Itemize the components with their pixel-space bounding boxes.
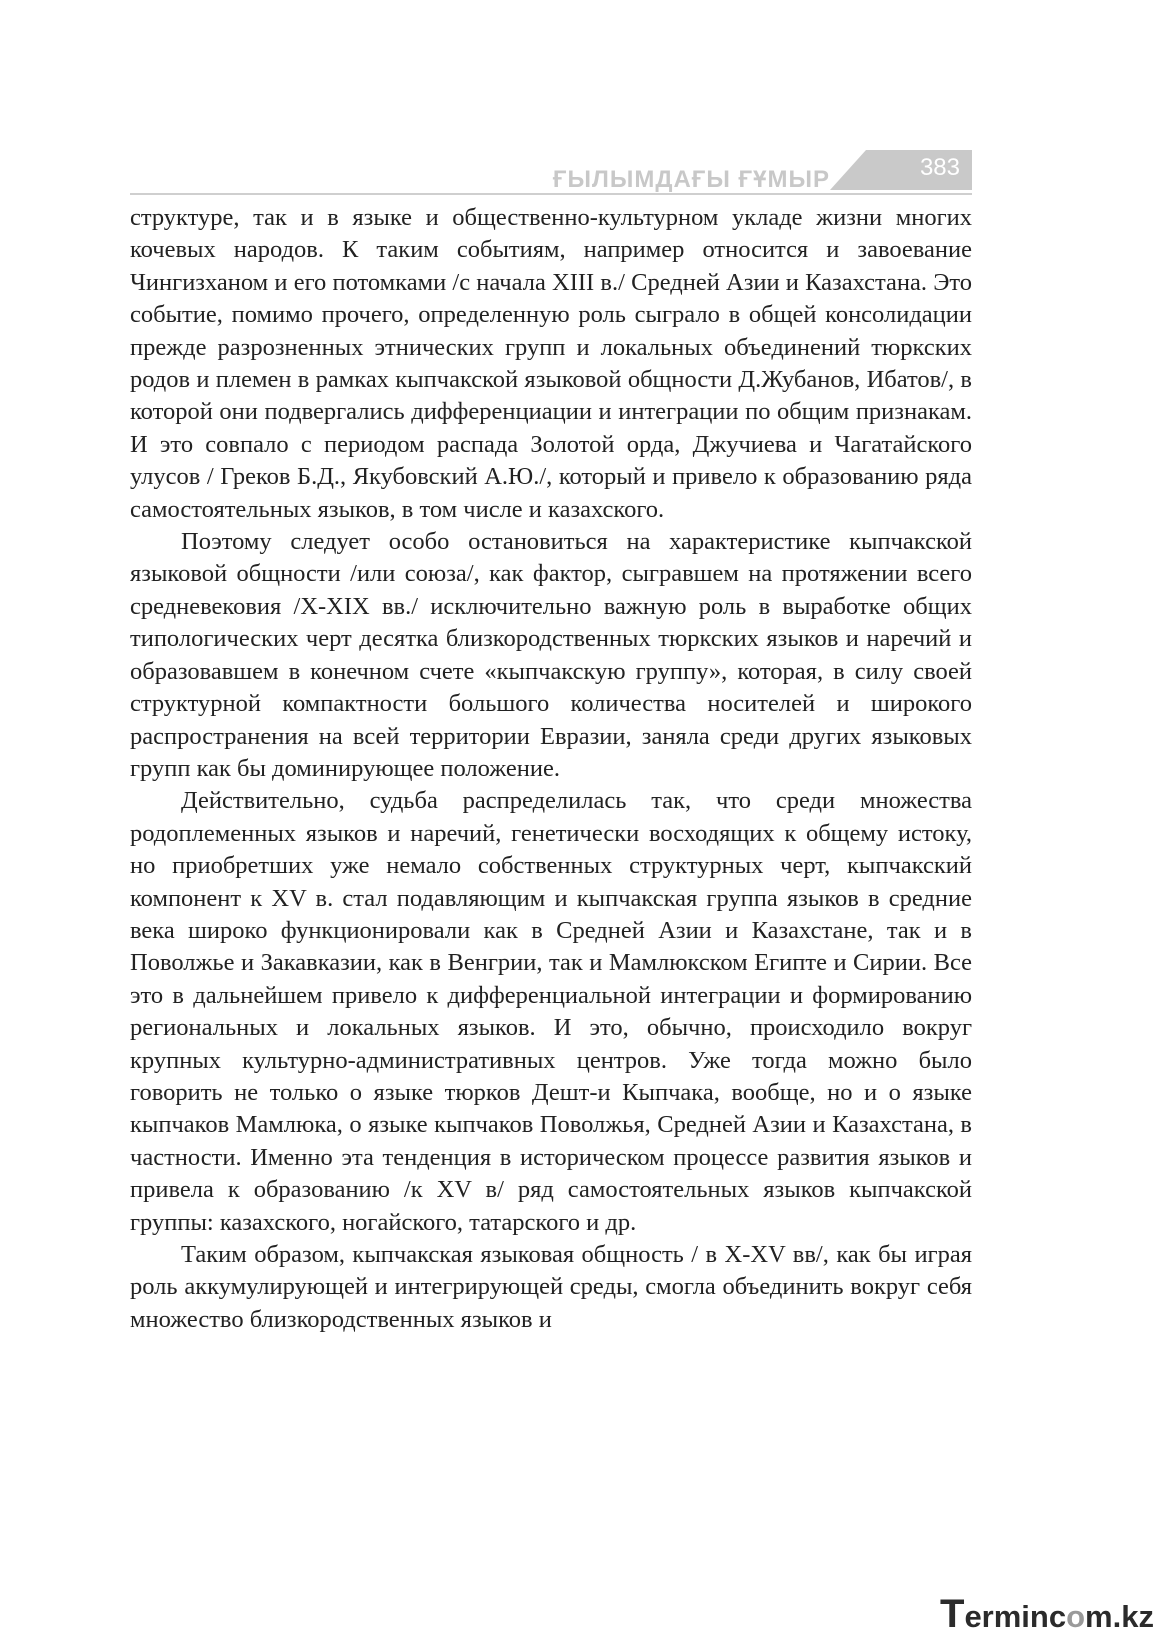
paragraph-3: Действительно, судьба распределилась так, что среди множества родоплеменных языков и наречий, генетически восходящих к общему истоку, но приобретших уже немало собственных структурных черт, кыпчакский компонент к XV в. стал подавляющим и кыпчакская группа языков в средние века широко функционировали как в Средней Азии и Казахстане, так и в Поволжье и Закавказии, как в Венгрии, так и Мамлюкском Египте и Сирии. Все это в дальнейшем привело к дифференциальной интеграции и формированию региональных и локальных языков. И это, обычно, происходило вокруг крупных культурно-административных центров. Уже тогда можно было говорить не только о языке тюрков Дешт-и Кыпчака, вообще, но и о языке кыпчаков Мамлюка, о языке кыпчаков Поволжья, Средней Азии и Казахстана, в частности. Именно эта тенденция в историческом процессе развития языков и привела к образованию /к XV в/ ряд самостоятельных языков кыпчакской группы: казахского, ногайского, татарского и др. bbox=[130, 787, 972, 1236]
header-rule bbox=[130, 193, 972, 195]
paragraph-1: структуре, так и в языке и общественно-культурном укладе жизни многих кочевых народов. К таким событиям, например относится и завоевание Чингизханом и его потомками /с начала XIII в./ Средней Азии и Казахстана. Это событие, помимо прочего, определенную роль сыграло в общей консолидации прежде разрозненных этнических групп и локальных объединений тюркских родов и племен в рамках кыпчакской языковой общности Д.Жубанов, Ибатов/, в которой они подвергались дифференциации и интеграции по общим признакам. И это совпало с периодом распада Золотой орда, Джучиева и Чагатайского улусов / Греков Б.Д., Якубовский А.Ю./, который и привело к образованию ряда самостоятельных языков, в том числе и казахского. bbox=[130, 204, 972, 523]
paragraph-2: Поэтому следует особо остановиться на характеристике кыпчакской языковой общности /или союза/, как фактор, сыгравшем на протяжении всего средневековия /X-XIX вв./ исключительно важную роль в выработке общих типологических черт десятка близкородственных тюркских языков и наречий и образовавшем в конечном счете «кыпчакскую группу», которая, в силу своей структурной компактности большого количества носителей и широкого распространения на всей территории Евразии, заняла среди других языковых групп как бы доминирующее положение. bbox=[130, 528, 972, 782]
termincom-watermark bbox=[940, 1592, 1154, 1636]
running-header-title: ҒЫЛЫМДАҒЫ ҒҰМЫР bbox=[552, 166, 830, 193]
watermark-domain: m.kz bbox=[1085, 1599, 1154, 1634]
page-number: 383 bbox=[919, 154, 960, 181]
body-text bbox=[130, 202, 972, 1336]
watermark-initial: T bbox=[940, 1592, 965, 1636]
running-header bbox=[130, 150, 972, 196]
paragraph-4: Таким образом, кыпчакская языковая общность / в X-XV вв/, как бы играя роль аккумулирующей и интегрирующей среды, смогла объединить вокруг себя множество близкородственных языков и bbox=[130, 1241, 972, 1333]
watermark-magnifier-letter: o bbox=[1066, 1599, 1086, 1634]
header-wedge bbox=[830, 150, 972, 190]
watermark-text: erminc bbox=[964, 1599, 1067, 1634]
